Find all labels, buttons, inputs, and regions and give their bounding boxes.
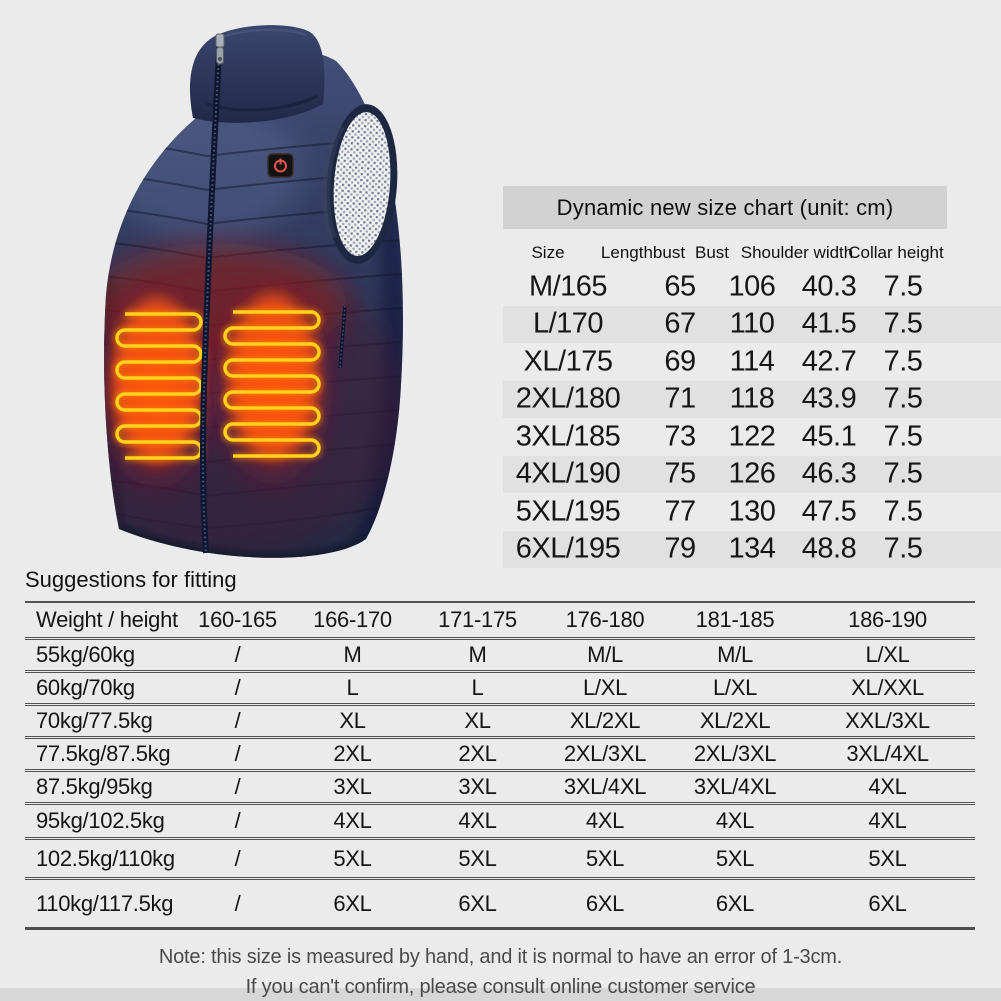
table-cell: 3XL/4XL (563, 774, 647, 799)
fitting-row (25, 840, 975, 880)
table-cell: 126 (728, 457, 776, 490)
table-cell: 110kg/117.5kg (36, 890, 174, 916)
table-cell: L/XL (712, 675, 758, 700)
table-cell: / (234, 708, 241, 733)
table-cell: 102.5kg/110kg (36, 845, 175, 871)
table-cell: 65 (664, 270, 696, 303)
table-cell: 130 (728, 495, 776, 528)
table-cell: 4XL (458, 808, 497, 833)
note-line-1: Note: this size is measured by hand, and it is normal to have an error of 1-3cm. (158, 946, 843, 968)
table-cell: 75 (664, 457, 696, 490)
table-cell: / (234, 675, 241, 700)
table-cell: 67 (664, 307, 696, 340)
fitting-row (25, 673, 975, 706)
table-cell: / (234, 890, 241, 916)
table-cell: L (346, 675, 359, 700)
size-chart-table (503, 268, 1001, 568)
table-cell: 69 (664, 345, 696, 378)
table-cell: M/L (587, 642, 623, 667)
table-cell: 95kg/102.5kg (36, 808, 165, 833)
table-cell: 110 (729, 307, 775, 340)
table-cell: 7.5 (883, 532, 923, 565)
table-cell: L/XL (582, 675, 628, 700)
size-chart-row (503, 306, 1001, 344)
fitting-column-header: 186-190 (848, 607, 927, 632)
table-cell: 2XL/3XL (563, 741, 647, 766)
table-cell: 3XL/4XL (846, 741, 929, 766)
table-cell: 79 (664, 532, 696, 565)
table-cell: 46.3 (801, 457, 857, 490)
fitting-column-header: 171-175 (438, 607, 517, 632)
table-cell: 87.5kg/95kg (36, 774, 153, 799)
power-button-icon (268, 154, 293, 177)
table-cell: 7.5 (883, 420, 923, 453)
table-cell: 48.8 (801, 532, 857, 565)
table-cell: 5XL (715, 845, 755, 871)
fitting-row (25, 772, 975, 805)
size-chart-column-header: Shoulder width (740, 243, 854, 262)
table-cell: 5XL/195 (515, 495, 621, 528)
fitting-column-header: 181-185 (695, 607, 775, 632)
table-cell: L (471, 675, 484, 700)
table-cell: 5XL (585, 845, 625, 871)
table-cell: / (234, 741, 241, 766)
size-chart-column-header: Bust (694, 243, 730, 262)
table-cell: 77 (664, 495, 696, 528)
table-cell: 6XL (333, 890, 372, 916)
size-chart-row (503, 418, 1001, 456)
zipper-pull (216, 34, 224, 64)
table-cell: 2XL (458, 741, 497, 766)
table-cell: 2XL/3XL (693, 741, 777, 766)
fitting-heading: Suggestions for fitting (25, 567, 237, 592)
table-cell: XL/2XL (569, 708, 641, 733)
table-cell: 55kg/60kg (36, 642, 135, 667)
vest-collar (190, 25, 324, 123)
table-cell: M (343, 642, 362, 667)
table-cell: XXL/3XL (845, 708, 930, 733)
size-chart-row (503, 381, 1001, 419)
size-chart-column-header: Lengthbust (600, 243, 686, 262)
table-cell: 106 (728, 270, 776, 303)
table-cell: 42.7 (801, 345, 857, 378)
table-cell: 40.3 (801, 270, 857, 303)
size-chart-row (503, 493, 1001, 531)
table-cell: 6XL (715, 890, 755, 916)
table-cell: 3XL/4XL (693, 774, 777, 799)
table-cell: 4XL/190 (515, 457, 621, 490)
table-cell: / (234, 642, 241, 667)
size-chart-header-row (505, 240, 975, 266)
table-cell: 4XL (868, 774, 907, 799)
table-cell: XL/2XL (699, 708, 771, 733)
fitting-column-header: 160-165 (198, 607, 277, 632)
table-cell: 71 (664, 382, 696, 415)
table-cell: 70kg/77.5kg (36, 708, 153, 733)
fitting-column-header: Weight / height (36, 607, 178, 632)
table-cell: 2XL/180 (515, 382, 621, 415)
fitting-row (25, 880, 975, 930)
table-cell: 6XL (585, 890, 625, 916)
table-cell: 6XL (868, 890, 907, 916)
table-cell: 7.5 (883, 345, 923, 378)
table-cell: 7.5 (883, 457, 923, 490)
table-cell: 5XL (458, 845, 497, 871)
table-cell: XL/XXL (851, 675, 924, 700)
table-cell: 118 (729, 382, 775, 415)
table-cell: / (234, 774, 241, 799)
size-chart-row (503, 531, 1001, 569)
table-cell: 7.5 (883, 270, 923, 303)
table-cell: 5XL (868, 845, 907, 871)
table-cell: 4XL (868, 808, 907, 833)
table-cell: 4XL (715, 808, 755, 833)
table-cell: 6XL (458, 890, 497, 916)
table-cell: 6XL/195 (515, 532, 621, 565)
table-cell: / (234, 808, 241, 833)
table-cell: 45.1 (801, 420, 857, 453)
fitting-row (25, 805, 975, 840)
product-image-heated-vest (57, 8, 487, 566)
size-chart-column-header: Size (531, 243, 565, 262)
note-line-2: If you can't confirm, please consult online customer service (245, 976, 756, 998)
table-cell: M (468, 642, 487, 667)
fitting-row (25, 706, 975, 739)
table-cell: L/XL (865, 642, 910, 667)
table-cell: 4XL (585, 808, 625, 833)
table-cell: M/L (717, 642, 753, 667)
table-cell: / (234, 845, 241, 871)
table-cell: 3XL/185 (515, 420, 621, 453)
fitting-header-row (25, 601, 975, 640)
fitting-table (25, 601, 975, 930)
table-cell: 7.5 (883, 307, 923, 340)
table-cell: 7.5 (883, 382, 923, 415)
table-cell: 3XL (333, 774, 372, 799)
size-chart-title: Dynamic new size chart (unit: cm) (503, 186, 947, 229)
table-cell: 122 (728, 420, 776, 453)
size-chart-row (503, 343, 1001, 381)
fitting-row (25, 640, 975, 673)
table-cell: 7.5 (883, 495, 923, 528)
table-cell: 73 (664, 420, 696, 453)
table-cell: 43.9 (801, 382, 857, 415)
table-cell: M/165 (528, 270, 608, 303)
table-cell: XL (464, 708, 491, 733)
heated-vest-illustration (57, 8, 487, 566)
fitting-column-header: 176-180 (565, 607, 645, 632)
table-cell: 4XL (333, 808, 372, 833)
table-cell: 77.5kg/87.5kg (36, 741, 171, 766)
table-cell: 5XL (333, 845, 372, 871)
size-chart-column-header: Collar height (848, 243, 944, 262)
table-cell: 2XL (333, 741, 372, 766)
size-chart-row (503, 268, 1001, 306)
table-cell: 47.5 (801, 495, 857, 528)
table-cell: 3XL (458, 774, 497, 799)
table-cell: 41.5 (801, 307, 857, 340)
fitting-rows (25, 640, 975, 930)
size-chart-row (503, 456, 1001, 494)
table-cell: 134 (728, 532, 776, 565)
table-cell: 114 (729, 345, 775, 378)
table-cell: L/170 (532, 307, 604, 340)
fitting-row (25, 739, 975, 772)
table-cell: XL/175 (523, 345, 613, 378)
table-cell: 60kg/70kg (36, 675, 135, 700)
table-cell: XL (339, 708, 366, 733)
fitting-column-header: 166-170 (313, 607, 392, 632)
